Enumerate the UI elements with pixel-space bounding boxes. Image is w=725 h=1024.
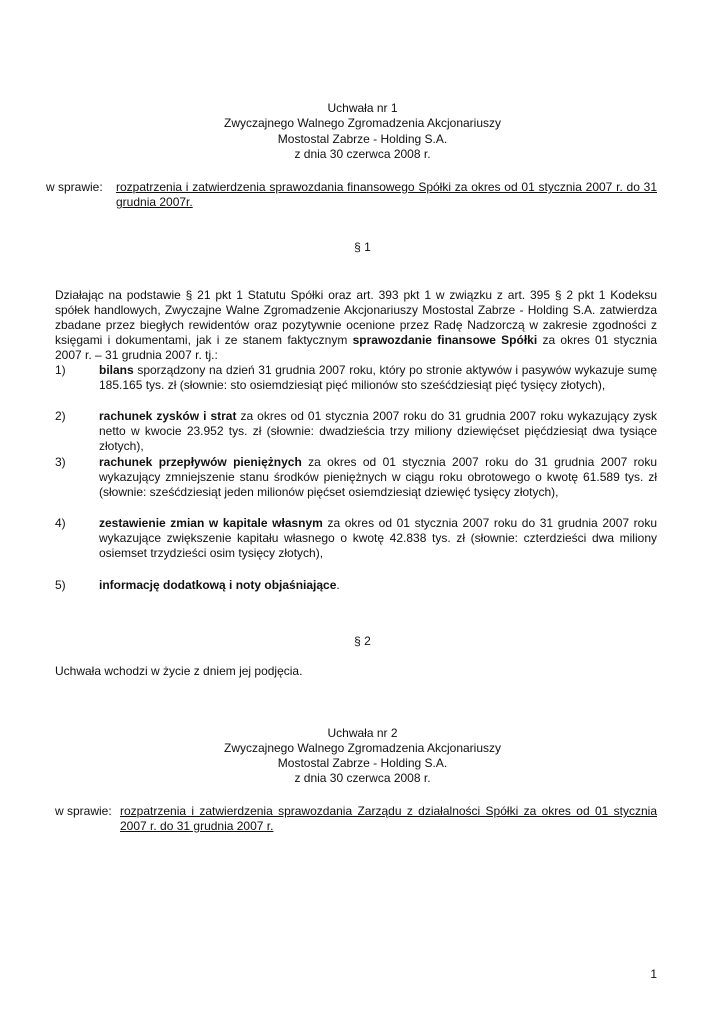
item-2-rest: za okres od 01 stycznia 2007 roku do 31 grudnia 2007 roku wykazujący zysk netto w kwocie 23.952 tys. zł (słownie: dwadzieścia trzy miliony dziewięćset pięćdziesiąt dwa tysiące złotych),	[99, 409, 657, 453]
item-3-text	[99, 455, 657, 500]
item-3-number: 3)	[55, 455, 66, 469]
intro-bold-text: sprawozdanie finansowe Spółki	[352, 333, 538, 347]
item-4-bold: zestawienie zmian w kapitale własnym	[99, 516, 323, 530]
item-2-number: 2)	[55, 409, 66, 423]
item-2-bold: rachunek zysków i strat	[99, 409, 237, 423]
item-1-rest: sporządzony na dzień 31 grudnia 2007 roku, który po stronie aktywów i pasywów wykazuje sumę 185.165 tys. zł (słownie: sto osiemdziesiąt pięć milionów sto sześćdziesiąt pięć tysięcy złotych),	[99, 363, 657, 392]
section-2-heading: § 2	[354, 634, 371, 648]
item-3-rest: za okres od 01 stycznia 2007 roku do 31 grudnia 2007 roku wykazujący zmniejszenie stanu środków pieniężnych w ciągu roku obrotowego o kwotę 61.589 tys. zł (słownie: sześćdziesiąt jeden milionów pięćset osiemdziesiąt dziewięć tysięcy złotych),	[99, 455, 658, 499]
item-4-text	[99, 516, 657, 561]
item-1-text	[99, 363, 657, 393]
section-1-heading: § 1	[354, 240, 371, 254]
item-1-bold: bilans	[99, 363, 134, 377]
resolution-1-date: z dnia 30 czerwca 2008 r.	[294, 147, 431, 161]
resolution-1-title: Uchwała nr 1	[327, 101, 398, 115]
item-1-number: 1)	[55, 363, 66, 377]
page-number: 1	[650, 967, 657, 981]
resolution-1-subject: rozpatrzenia i zatwierdzenia sprawozdania finansowego Spółki za okres od 01 stycznia 2007 r. do 31 grudnia 2007r.	[116, 180, 657, 209]
intro-paragraph	[55, 288, 657, 363]
resolution-2-date: z dnia 30 czerwca 2008 r.	[294, 771, 431, 785]
effective-clause: Uchwała wchodzi w życie z dniem jej podjęcia.	[55, 664, 303, 678]
item-5-rest: .	[336, 578, 340, 592]
item-5-text	[99, 578, 657, 593]
resolution-1-body: Zwyczajnego Walnego Zgromadzenia Akcjonariuszy	[223, 116, 502, 130]
resolution-2-company: Mostostal Zabrze - Holding S.A.	[277, 756, 448, 770]
intro-end-text: za okres 01 stycznia 2007 r. – 31 grudnia 2007 r. tj.:	[55, 333, 657, 362]
item-4-number: 4)	[55, 516, 66, 530]
resolution-2-subject-label: w sprawie:	[55, 804, 112, 818]
item-5-number: 5)	[55, 578, 66, 592]
resolution-2-body: Zwyczajnego Walnego Zgromadzenia Akcjonariuszy	[223, 741, 502, 755]
intro-text: Działając na podstawie § 21 pkt 1 Statutu Spółki oraz art. 393 pkt 1 w związku z art. 395 § 2 pkt 1 Kodeksu spółek handlowych, Zwyczajne Walne Zgromadzenie Akcjonariuszy Mostostal Zabrze - Holding S.A. zatwierdza zbadane przez biegłych rewidentów oraz pozytywnie ocenione przez Radę Nadzorczą w zakresie zgodności z księgami i dokumentami, jak i ze stanem faktycznym	[55, 288, 657, 347]
item-3-bold: rachunek przepływów pieniężnych	[99, 455, 302, 469]
resolution-2-title: Uchwała nr 2	[327, 726, 398, 740]
resolution-1-subject-label: w sprawie:	[46, 180, 103, 194]
item-4-rest: za okres od 01 stycznia 2007 roku do 31 grudnia 2007 roku wykazujące zwiększenie kapitału własnego o kwotę 42.838 tys. zł (słownie: czterdzieści dwa miliony osiemset trzydzieści osim tysięcy złotych),	[99, 516, 657, 560]
item-5-bold: informację dodatkową i noty objaśniające	[99, 578, 337, 592]
resolution-1-company: Mostostal Zabrze - Holding S.A.	[277, 132, 448, 146]
item-2-text	[99, 409, 657, 454]
resolution-2-subject: rozpatrzenia i zatwierdzenia sprawozdania Zarządu z działalności Spółki za okres od 01 stycznia 2007 r. do 31 grudnia 2007 r.	[120, 804, 657, 833]
